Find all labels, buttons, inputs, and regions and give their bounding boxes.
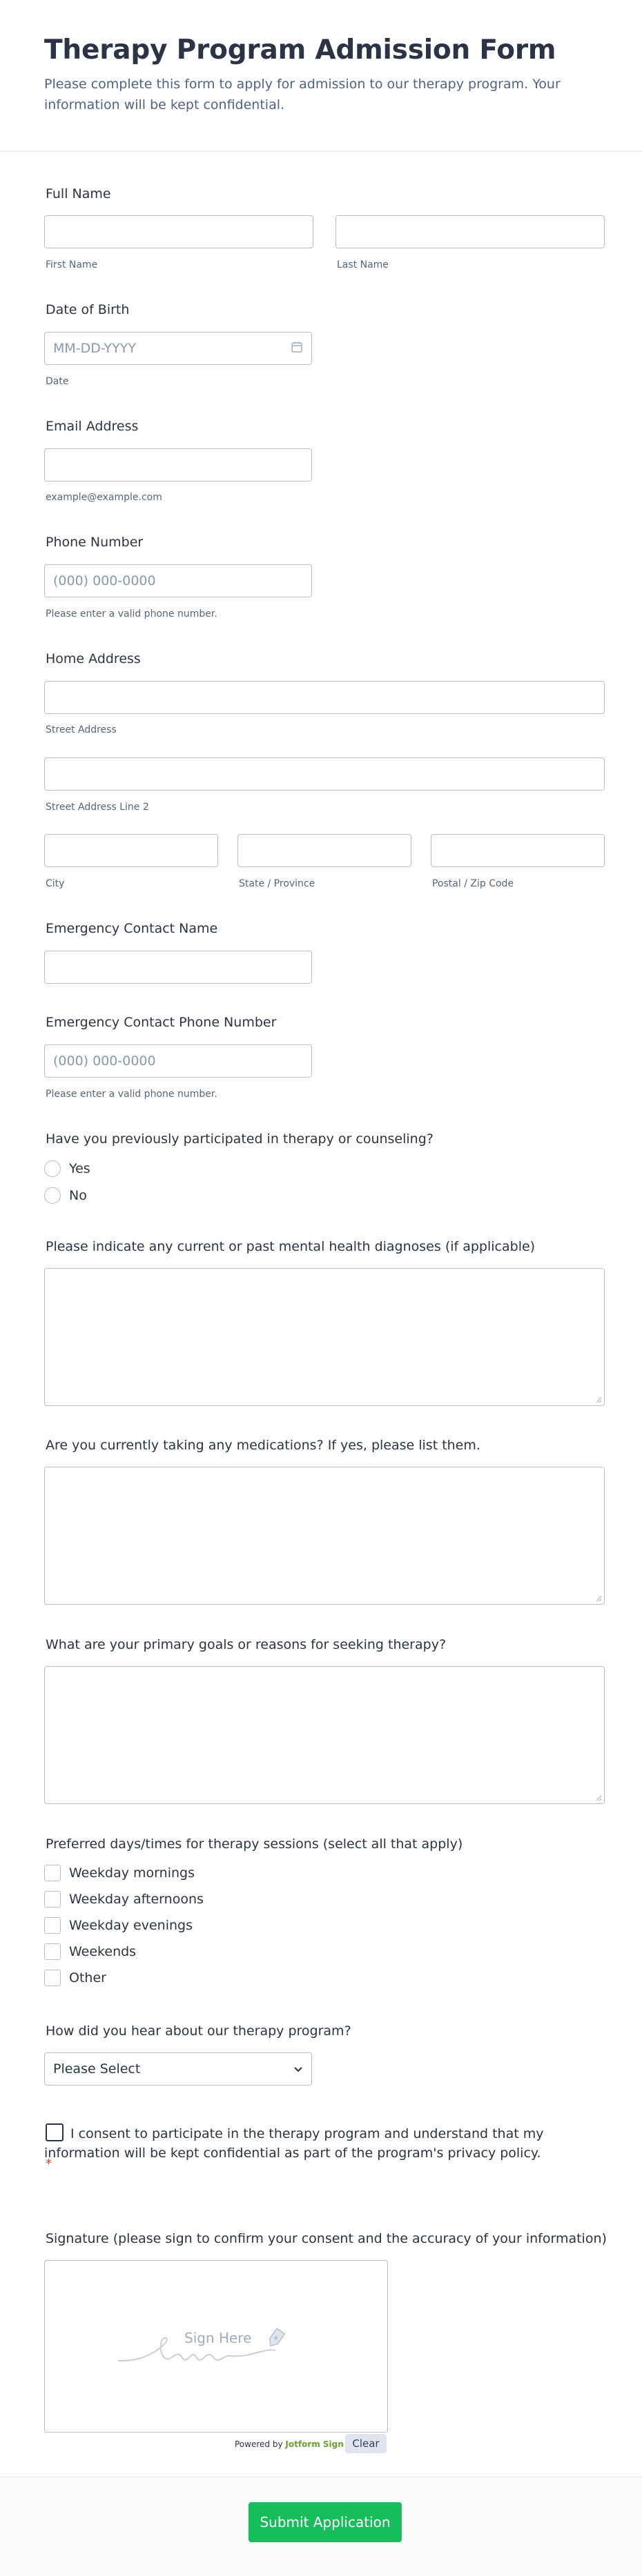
form-footer — [0, 2477, 642, 2576]
signature-label: Signature (please sign to confirm your consent and the accuracy of your information) — [46, 2231, 607, 2246]
zip-sublabel: Postal / Zip Code — [432, 878, 514, 889]
form-title: Therapy Program Admission Form — [44, 34, 556, 66]
street-address-2-sublabel: Street Address Line 2 — [46, 802, 149, 813]
checkbox-option[interactable] — [44, 1865, 195, 1881]
full-name-label: Full Name — [46, 186, 111, 201]
goals-label: What are your primary goals or reasons for seeking therapy? — [46, 1637, 447, 1652]
zip-input[interactable] — [431, 834, 605, 867]
checkbox-label: Weekday afternoons — [69, 1892, 204, 1907]
form-header — [0, 0, 642, 152]
checkbox[interactable] — [44, 1891, 61, 1908]
referral-selected: Please Select — [53, 2061, 141, 2077]
form-subtitle: Please complete this form to apply for admission to our therapy program. Your information will be kept confidential. — [44, 77, 561, 112]
phone-placeholder: (000) 000-0000 — [53, 573, 156, 588]
required-mark: * — [46, 2157, 52, 2171]
emergency-phone-placeholder: (000) 000-0000 — [53, 1053, 156, 1069]
resize-handle-icon[interactable] — [595, 1595, 602, 1602]
checkbox[interactable] — [44, 1970, 61, 1986]
checkbox[interactable] — [44, 1917, 61, 1934]
emergency-name-label: Emergency Contact Name — [46, 921, 218, 936]
consent-checkbox[interactable] — [46, 2123, 64, 2141]
prior-therapy-label: Have you previously participated in therapy or counseling? — [46, 1131, 434, 1147]
emergency-name-input[interactable] — [44, 951, 312, 984]
state-sublabel: State / Province — [239, 878, 315, 889]
radio-button[interactable] — [44, 1160, 61, 1177]
medications-label: Are you currently taking any medications? If yes, please list them. — [46, 1438, 480, 1453]
dob-input[interactable] — [44, 332, 312, 365]
checkbox[interactable] — [44, 1943, 61, 1960]
city-sublabel: City — [46, 878, 65, 889]
checkbox-label: Weekends — [69, 1944, 137, 1959]
resize-handle-icon[interactable] — [595, 1396, 602, 1403]
referral-label: How did you hear about our therapy program? — [46, 2023, 351, 2039]
email-sublabel: example@example.com — [46, 492, 162, 503]
submit-button[interactable]: Submit Application — [249, 2502, 402, 2542]
state-input[interactable] — [237, 834, 411, 867]
first-name-input[interactable] — [44, 215, 313, 248]
medications-textarea[interactable] — [44, 1467, 605, 1605]
checkbox-option[interactable] — [44, 1891, 204, 1908]
phone-sublabel: Please enter a valid phone number. — [46, 608, 217, 620]
powered-prefix: Powered by — [235, 2439, 283, 2449]
city-input[interactable] — [44, 834, 218, 867]
emergency-phone-label: Emergency Contact Phone Number — [46, 1015, 277, 1030]
checkbox-label: Other — [69, 1970, 106, 1985]
last-name-input[interactable] — [335, 215, 605, 248]
goals-textarea[interactable] — [44, 1666, 605, 1804]
radio-label: No — [69, 1188, 87, 1203]
radio-option-yes[interactable] — [44, 1160, 90, 1177]
radio-button[interactable] — [44, 1187, 61, 1204]
consent-field[interactable] — [44, 2123, 555, 2163]
first-name-sublabel: First Name — [46, 259, 98, 270]
street-address-input[interactable] — [44, 681, 605, 714]
emergency-phone-input[interactable] — [44, 1044, 312, 1078]
dob-placeholder: MM-DD-YYYY — [53, 341, 136, 356]
dob-label: Date of Birth — [46, 302, 130, 317]
powered-brand: Jotform Sign — [285, 2439, 344, 2449]
checkbox-option[interactable] — [44, 1917, 193, 1934]
powered-by — [235, 2439, 344, 2449]
chevron-down-icon — [293, 2061, 303, 2077]
street-address-sublabel: Street Address — [46, 724, 117, 735]
last-name-sublabel: Last Name — [337, 259, 389, 270]
email-input[interactable] — [44, 448, 312, 482]
phone-label: Phone Number — [46, 535, 144, 550]
resize-handle-icon[interactable] — [595, 1794, 602, 1801]
sign-here-text: Sign Here — [184, 2330, 252, 2346]
dob-sublabel: Date — [46, 376, 69, 387]
clear-signature-button[interactable]: Clear — [345, 2434, 387, 2453]
consent-text: I consent to participate in the therapy program and understand that my information will be kept confidential as part of the program's privacy policy. — [44, 2126, 544, 2161]
radio-label: Yes — [69, 1161, 90, 1176]
signature-pad[interactable] — [44, 2260, 388, 2433]
diagnoses-textarea[interactable] — [44, 1268, 605, 1406]
checkbox-label: Weekday mornings — [69, 1865, 195, 1881]
street-address-2-input[interactable] — [44, 757, 605, 791]
checkbox-option[interactable] — [44, 1943, 136, 1960]
checkbox-option[interactable] — [44, 1970, 106, 1986]
email-label: Email Address — [46, 419, 139, 434]
checkbox[interactable] — [44, 1865, 61, 1881]
preferred-times-label: Preferred days/times for therapy sessions (select all that apply) — [46, 1836, 463, 1852]
radio-option-no[interactable] — [44, 1187, 87, 1204]
phone-input[interactable] — [44, 564, 312, 597]
diagnoses-label: Please indicate any current or past mental health diagnoses (if applicable) — [46, 1239, 536, 1254]
checkbox-label: Weekday evenings — [69, 1918, 193, 1933]
referral-select[interactable] — [44, 2052, 312, 2085]
calendar-icon[interactable] — [291, 341, 303, 357]
address-label: Home Address — [46, 651, 141, 666]
emergency-phone-sublabel: Please enter a valid phone number. — [46, 1089, 217, 1100]
